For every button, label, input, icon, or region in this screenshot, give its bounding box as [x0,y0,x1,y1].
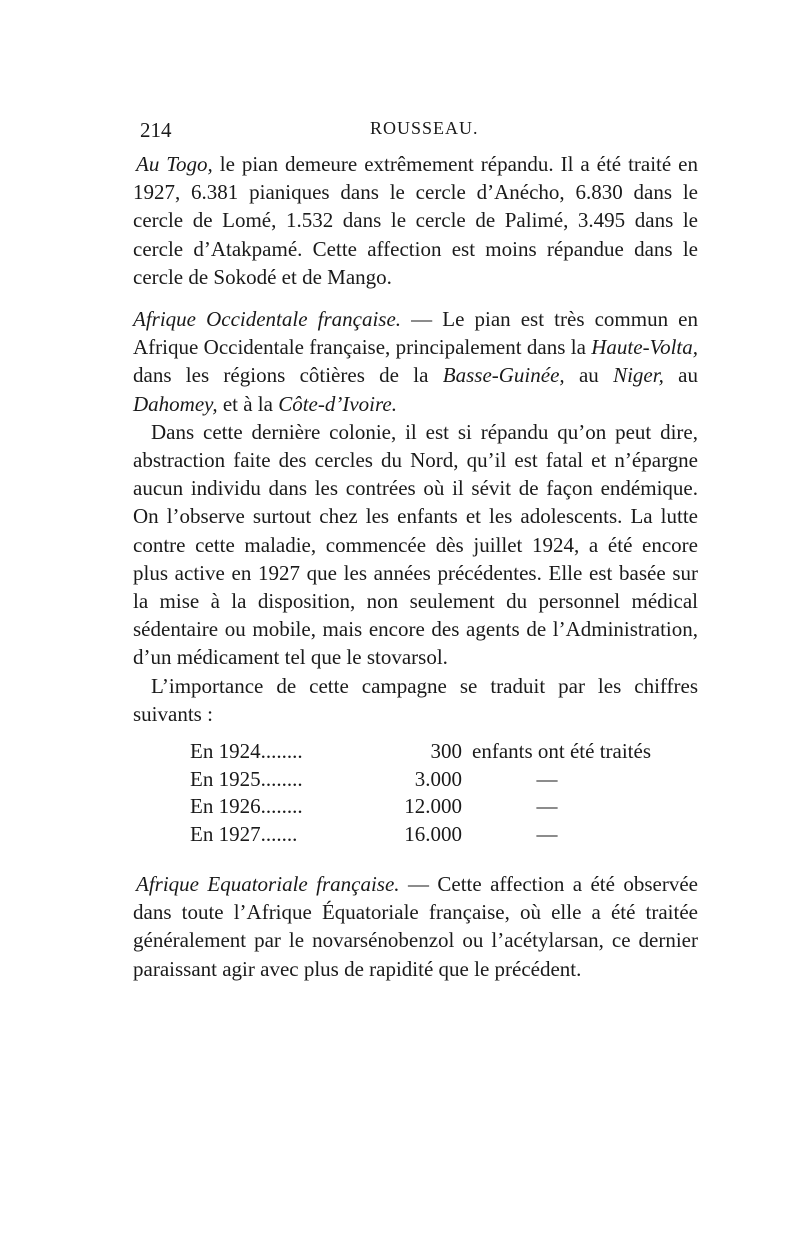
paragraph-togo [133,150,698,291]
aof-place-haute-volta: Haute-Volta, [591,335,698,360]
aof-text-4: au [663,363,698,388]
paragraph-campaign: L’importance de cette campagne se traduit par les chiffres suivants : [133,673,698,726]
figures-year: En 1926........ [190,794,303,819]
aof-place-dahomey: Dahomey, [133,391,218,416]
body-text [133,150,698,983]
paragraph-aef [133,870,698,983]
aof-heading: Afrique Occidentale française. [133,307,402,332]
figures-count: 3.000 [414,766,462,791]
figures-count: 16.000 [404,821,462,846]
figures-count: 12.000 [404,794,462,819]
aof-text-5: et à la [217,391,279,416]
togo-heading: Au Togo, [136,152,213,176]
figures-year: En 1925........ [190,766,303,791]
aof-text-1: — Le pian est très commun en Afrique Occidentale française, principalement dans la [133,307,698,360]
figures-note: enfants ont été traités [472,739,652,764]
running-title: ROUSSEAU. [370,118,479,138]
aof-place-cote-ivoire: Côte-d’Ivoire. [278,391,397,416]
page-number: 214 [140,118,172,142]
paragraph-aof [133,305,698,418]
paragraph-dahomey: Dans cette dernière colonie, il est si répandu qu’on peut dire, abstraction faite des cercles du Nord, qu’il est fatal et n’épargne aucun individu dans les contrées où il sévit de façon endémique. On l’observe surtout chez les enfants et les adolescents. La lutte contre cette maladie, commencée dès juillet 1924, a été encore plus active en 1927 que les années précédentes. Elle est basée sur la mise à la disposition, non seulement du personnel médical sédentaire ou mobile, mais encore des agents de l’Administration, d’un médicament tel que le stovarsol. [133,419,698,670]
figures-note: — [536,821,558,846]
figures-year: En 1924........ [190,739,303,764]
figures-row [190,793,698,821]
figures-count: 300 [430,739,462,764]
figures-year: En 1927....... [190,821,298,846]
aef-text: — Cette affection a été observée dans toute l’Afrique Équatoriale française, où elle a été traitée généralement par le novarsénobenzol ou l’acétylarsan, ce dernier paraissant agir avec plus de rapidité que le précédent. [133,872,698,981]
figures-row [190,766,698,794]
figures-note: — [536,794,558,819]
togo-text: le pian demeure extrêmement répandu. Il a été traité en 1927, 6.381 pianiques dans le cercle d’Anécho, 6.830 dans le cercle de Lomé, 1.532 dans le cercle de Palimé, 3.495 dans le cercle d’Atakpamé. Cette affection est moins répandue dans le cercle de Sokodé et de Mango. [133,152,698,289]
figures-table [133,738,698,848]
figures-note: — [536,766,558,791]
aof-text-3: au [564,363,614,388]
figures-row [190,821,698,849]
running-header [140,118,660,144]
aof-place-niger: Niger, [613,363,664,388]
aef-heading: Afrique Equatoriale française. [136,872,400,897]
aof-place-basse-guinee: Basse-Guinée, [442,363,565,388]
figures-row [190,738,698,766]
aof-text-2: dans les régions côtières de la [133,363,443,388]
